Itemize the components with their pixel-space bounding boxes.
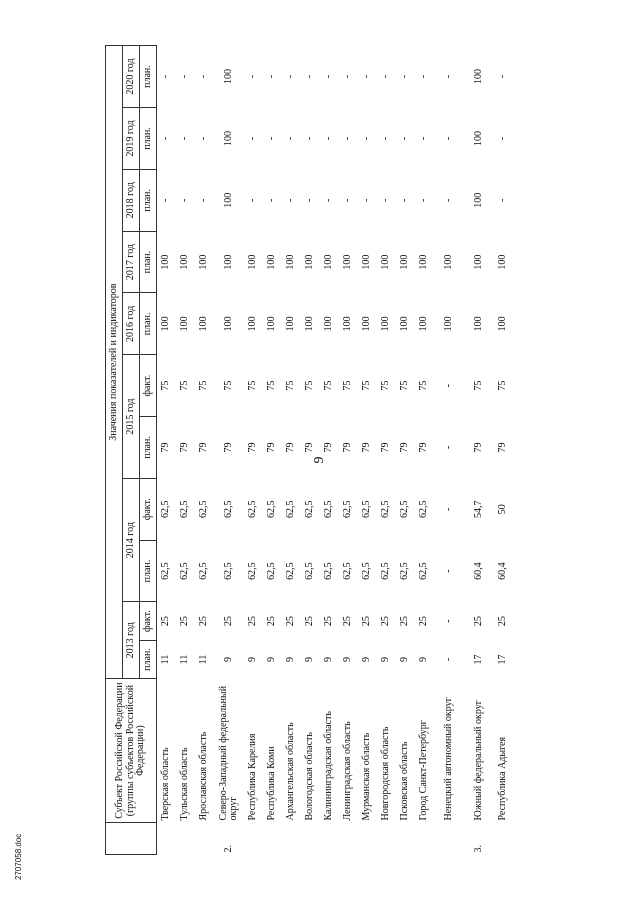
- cell: -: [160, 198, 172, 202]
- row-number: [244, 823, 263, 855]
- cell: 62,5: [179, 562, 191, 580]
- cell: -: [361, 136, 373, 141]
- cell: -: [304, 136, 316, 141]
- cell: -: [342, 74, 354, 79]
- cell: 75: [247, 380, 259, 391]
- cell: 62,5: [418, 500, 430, 519]
- row-subject: Ленинградская область: [342, 721, 354, 821]
- cell: 100: [380, 254, 392, 270]
- cell: -: [418, 198, 430, 202]
- table-row: [214, 46, 244, 855]
- row-subject: Мурманская область: [361, 732, 373, 821]
- cell: -: [442, 136, 454, 141]
- cell: 100: [198, 316, 210, 332]
- cell: -: [198, 74, 210, 79]
- cell: 100: [247, 316, 259, 332]
- cell: 25: [179, 616, 191, 627]
- row-subject: Республика Карелия: [247, 733, 259, 821]
- cell: 62,5: [198, 562, 210, 580]
- document-code: 2707058.doc: [14, 833, 23, 880]
- row-subject: Южный федеральный округ: [472, 700, 484, 821]
- header-year-2016: 2016 год: [123, 293, 140, 355]
- table-row: [434, 46, 464, 855]
- cell: 54,7: [472, 500, 484, 519]
- cell: 75: [304, 380, 316, 391]
- row-subject: Город Санкт-Петербург: [418, 720, 430, 821]
- cell: 100: [222, 69, 234, 85]
- header-fact: факт.: [140, 478, 157, 540]
- cell: 100: [342, 254, 354, 270]
- row-number: 3.: [472, 845, 484, 853]
- cell: -: [442, 445, 454, 450]
- cell: 9: [361, 657, 373, 662]
- row-subject: Архангельская область: [285, 722, 297, 821]
- cell: 9: [285, 657, 297, 662]
- cell: 75: [266, 380, 278, 391]
- cell: 75: [323, 380, 335, 391]
- cell: -: [266, 198, 278, 202]
- cell: -: [247, 136, 259, 141]
- cell: 62,5: [222, 562, 234, 580]
- cell: 75: [285, 380, 297, 391]
- cell: 9: [222, 657, 234, 662]
- cell: 62,5: [361, 562, 373, 580]
- cell: -: [179, 198, 191, 202]
- row-number: [377, 823, 396, 855]
- row-subject: Тверская область: [160, 747, 172, 821]
- cell: 100: [160, 316, 172, 332]
- row-number: 2.: [222, 845, 234, 853]
- cell: 62,5: [342, 562, 354, 580]
- cell: 62,5: [342, 500, 354, 519]
- cell: 100: [222, 130, 234, 146]
- cell: 25: [222, 616, 234, 627]
- row-number: [263, 823, 282, 855]
- cell: 25: [497, 616, 509, 627]
- header-plan: план.: [140, 293, 157, 355]
- header-year-2015: 2015 год: [123, 355, 140, 479]
- cell: 62,5: [222, 500, 234, 519]
- cell: 25: [472, 616, 484, 627]
- cell: -: [418, 136, 430, 141]
- table-body: [157, 46, 514, 855]
- cell: 100: [342, 316, 354, 332]
- cell: 79: [304, 442, 316, 453]
- cell: -: [304, 198, 316, 202]
- cell: 25: [342, 616, 354, 627]
- cell: 25: [380, 616, 392, 627]
- table-row: [157, 46, 177, 855]
- cell: 79: [497, 442, 509, 453]
- cell: 100: [399, 316, 411, 332]
- header-plan: план.: [140, 169, 157, 231]
- row-number: [176, 823, 195, 855]
- header-plan: план.: [140, 108, 157, 170]
- cell: 75: [160, 380, 172, 391]
- cell: -: [399, 74, 411, 79]
- cell: 75: [380, 380, 392, 391]
- rotated-table-container: [105, 45, 545, 855]
- header-plan: план.: [140, 46, 157, 108]
- cell: 50: [497, 504, 509, 515]
- cell: 75: [399, 380, 411, 391]
- row-subject: Ярославская область: [198, 731, 210, 821]
- cell: 100: [222, 316, 234, 332]
- cell: -: [497, 74, 509, 79]
- cell: 62,5: [418, 562, 430, 580]
- cell: 62,5: [160, 500, 172, 519]
- cell: 60,4: [472, 562, 484, 580]
- header-number: [106, 823, 157, 855]
- table-row: [263, 46, 282, 855]
- cell: -: [247, 198, 259, 202]
- table-row: [377, 46, 396, 855]
- row-number: [157, 823, 177, 855]
- cell: 100: [361, 254, 373, 270]
- row-number: [396, 823, 415, 855]
- table-row: [415, 46, 434, 855]
- cell: 25: [160, 616, 172, 627]
- cell: 62,5: [380, 500, 392, 519]
- cell: 25: [361, 616, 373, 627]
- cell: 75: [472, 380, 484, 391]
- cell: 100: [472, 316, 484, 332]
- cell: 79: [247, 442, 259, 453]
- header-year-2017: 2017 год: [123, 231, 140, 293]
- cell: 11: [198, 654, 210, 665]
- row-subject: Псковская область: [399, 741, 411, 821]
- cell: 100: [361, 316, 373, 332]
- cell: 100: [160, 254, 172, 270]
- cell: 11: [160, 654, 172, 665]
- cell: 100: [323, 254, 335, 270]
- header-year-2020: 2020 год: [123, 46, 140, 108]
- cell: 79: [285, 442, 297, 453]
- cell: 75: [342, 380, 354, 391]
- cell: 9: [418, 657, 430, 662]
- cell: 25: [323, 616, 335, 627]
- cell: 100: [266, 254, 278, 270]
- cell: 62,5: [179, 500, 191, 519]
- table-row: [282, 46, 301, 855]
- header-plan: план.: [140, 640, 157, 678]
- table-row: [320, 46, 339, 855]
- header-plan: план.: [140, 417, 157, 479]
- table-header: [106, 46, 157, 855]
- cell: 25: [198, 616, 210, 627]
- cell: -: [361, 198, 373, 202]
- cell: -: [285, 136, 297, 141]
- cell: -: [442, 198, 454, 202]
- cell: -: [323, 198, 335, 202]
- cell: -: [323, 74, 335, 79]
- header-fact: факт.: [140, 355, 157, 417]
- cell: 79: [266, 442, 278, 453]
- cell: 62,5: [198, 500, 210, 519]
- cell: 100: [442, 254, 454, 270]
- cell: 9: [304, 657, 316, 662]
- cell: -: [497, 136, 509, 141]
- cell: -: [266, 74, 278, 79]
- cell: -: [285, 74, 297, 79]
- indicators-table: [105, 45, 513, 855]
- cell: 100: [179, 316, 191, 332]
- cell: -: [160, 74, 172, 79]
- cell: 62,5: [399, 562, 411, 580]
- cell: 17: [472, 654, 484, 665]
- cell: 75: [418, 380, 430, 391]
- cell: 62,5: [304, 500, 316, 519]
- header-plan: план.: [140, 540, 157, 602]
- cell: 79: [222, 442, 234, 453]
- cell: 100: [266, 316, 278, 332]
- cell: 62,5: [160, 562, 172, 580]
- cell: 100: [304, 254, 316, 270]
- header-group: Значения показателей и индикаторов: [106, 46, 123, 679]
- cell: 25: [418, 616, 430, 627]
- row-subject: Новгородская область: [380, 726, 392, 821]
- cell: -: [442, 619, 454, 623]
- row-number: [195, 823, 214, 855]
- cell: 100: [472, 69, 484, 85]
- row-number: [320, 823, 339, 855]
- cell: 100: [418, 254, 430, 270]
- table-row: [244, 46, 263, 855]
- cell: -: [342, 198, 354, 202]
- row-number: [434, 823, 464, 855]
- cell: -: [442, 384, 454, 388]
- cell: -: [342, 136, 354, 141]
- table-row: [494, 46, 513, 855]
- cell: 79: [160, 442, 172, 453]
- cell: -: [399, 136, 411, 141]
- cell: 62,5: [247, 500, 259, 519]
- cell: -: [247, 74, 259, 79]
- cell: -: [179, 136, 191, 141]
- cell: -: [497, 198, 509, 202]
- cell: 62,5: [285, 562, 297, 580]
- cell: 79: [361, 442, 373, 453]
- row-number: [494, 823, 513, 855]
- cell: 100: [497, 254, 509, 270]
- cell: 79: [179, 442, 191, 453]
- cell: 79: [399, 442, 411, 453]
- cell: 100: [472, 254, 484, 270]
- cell: 100: [198, 254, 210, 270]
- page-number: 9: [312, 456, 327, 464]
- cell: 100: [222, 192, 234, 208]
- row-subject: Северо-Западный федеральный округ: [217, 685, 239, 821]
- cell: -: [285, 198, 297, 202]
- cell: 25: [304, 616, 316, 627]
- cell: 100: [380, 316, 392, 332]
- table-row: [464, 46, 494, 855]
- row-subject: Тульская область: [179, 747, 191, 821]
- cell: 62,5: [266, 500, 278, 519]
- header-year-2013: 2013 год: [123, 602, 140, 679]
- header-subject: Субъект Российской Федерации (группы субъектов Российской Федерации): [106, 679, 157, 823]
- cell: 100: [472, 192, 484, 208]
- header-year-2014: 2014 год: [123, 478, 140, 602]
- header-year-2019: 2019 год: [123, 108, 140, 170]
- cell: 62,5: [247, 562, 259, 580]
- cell: -: [380, 136, 392, 141]
- cell: 62,5: [323, 500, 335, 519]
- cell: 100: [399, 254, 411, 270]
- cell: 62,5: [361, 500, 373, 519]
- cell: 79: [472, 442, 484, 453]
- row-number: [301, 823, 320, 855]
- cell: 100: [472, 130, 484, 146]
- cell: 62,5: [285, 500, 297, 519]
- cell: 100: [497, 316, 509, 332]
- row-subject: Калининградская область: [323, 711, 335, 821]
- table-row: [396, 46, 415, 855]
- table-row: [176, 46, 195, 855]
- cell: 25: [247, 616, 259, 627]
- cell: 75: [198, 380, 210, 391]
- row-subject: Ненецкий автономный округ: [442, 697, 454, 821]
- cell: 62,5: [380, 562, 392, 580]
- cell: 25: [285, 616, 297, 627]
- cell: 9: [323, 657, 335, 662]
- row-subject: Республика Адыгея: [497, 736, 509, 821]
- cell: 9: [342, 657, 354, 662]
- cell: 75: [222, 380, 234, 391]
- cell: 100: [418, 316, 430, 332]
- cell: -: [442, 507, 454, 511]
- row-subject: Республика Коми: [266, 746, 278, 821]
- cell: 25: [266, 616, 278, 627]
- cell: 9: [266, 657, 278, 662]
- cell: -: [323, 136, 335, 141]
- cell: 100: [323, 316, 335, 332]
- cell: -: [198, 136, 210, 141]
- table-row: [358, 46, 377, 855]
- cell: 62,5: [399, 500, 411, 519]
- cell: 9: [380, 657, 392, 662]
- header-plan: план.: [140, 231, 157, 293]
- row-number: [282, 823, 301, 855]
- header-year-2018: 2018 год: [123, 169, 140, 231]
- table-row: [301, 46, 320, 855]
- cell: -: [399, 198, 411, 202]
- cell: 9: [399, 657, 411, 662]
- cell: 62,5: [323, 562, 335, 580]
- row-number: [415, 823, 434, 855]
- row-number: [358, 823, 377, 855]
- cell: 79: [198, 442, 210, 453]
- cell: 60,4: [497, 562, 509, 580]
- cell: -: [442, 569, 454, 573]
- cell: -: [418, 74, 430, 79]
- table-row: [195, 46, 214, 855]
- cell: 79: [380, 442, 392, 453]
- cell: -: [442, 657, 454, 662]
- cell: 79: [342, 442, 354, 453]
- cell: -: [160, 136, 172, 141]
- cell: -: [442, 74, 454, 79]
- header-fact: факт.: [140, 602, 157, 640]
- cell: 100: [222, 254, 234, 270]
- cell: 9: [247, 657, 259, 662]
- cell: -: [179, 74, 191, 79]
- cell: 62,5: [266, 562, 278, 580]
- cell: 79: [323, 442, 335, 453]
- cell: 100: [285, 316, 297, 332]
- cell: -: [304, 74, 316, 79]
- table-row: [339, 46, 358, 855]
- cell: 100: [304, 316, 316, 332]
- cell: 17: [497, 654, 509, 665]
- cell: 75: [361, 380, 373, 391]
- cell: -: [380, 198, 392, 202]
- cell: 62,5: [304, 562, 316, 580]
- cell: -: [198, 198, 210, 202]
- row-number: [339, 823, 358, 855]
- cell: -: [266, 136, 278, 141]
- cell: 100: [247, 254, 259, 270]
- cell: 100: [179, 254, 191, 270]
- row-subject: Вологодская область: [304, 732, 316, 821]
- cell: 79: [418, 442, 430, 453]
- cell: -: [361, 74, 373, 79]
- cell: 25: [399, 616, 411, 627]
- cell: -: [380, 74, 392, 79]
- cell: 75: [497, 380, 509, 391]
- cell: 100: [442, 316, 454, 332]
- cell: 75: [179, 380, 191, 391]
- cell: 11: [179, 654, 191, 665]
- cell: 100: [285, 254, 297, 270]
